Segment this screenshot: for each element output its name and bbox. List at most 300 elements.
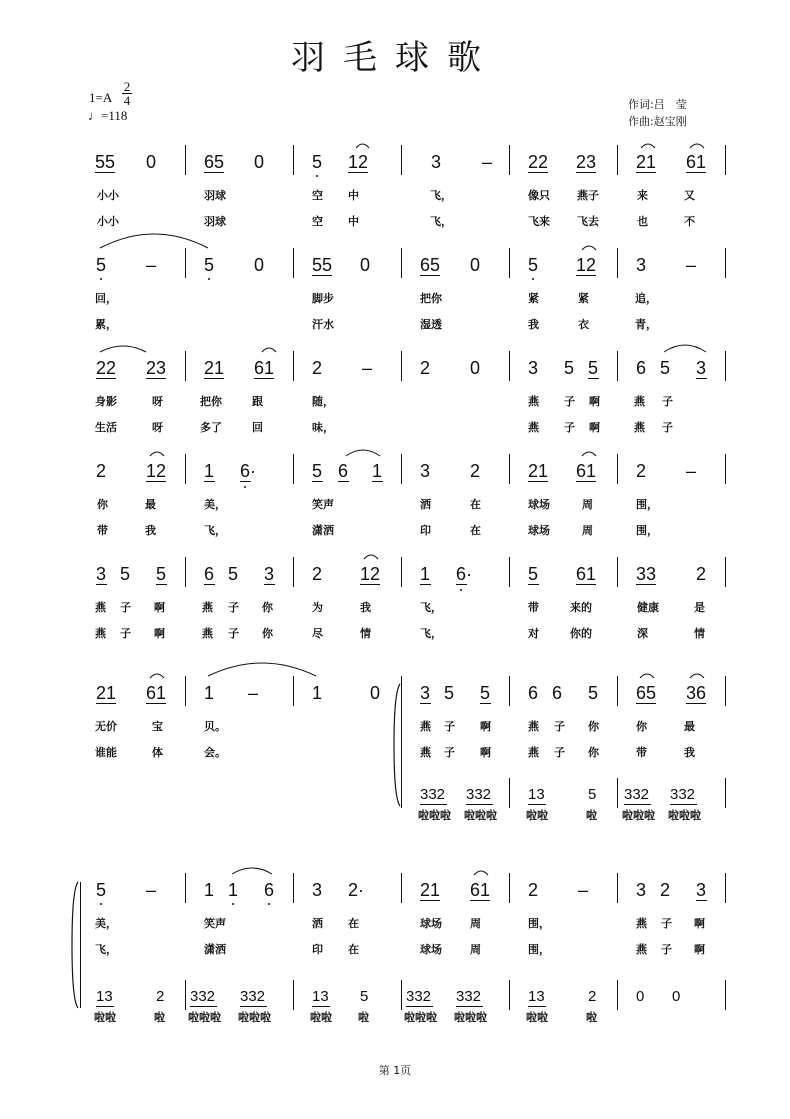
jianpu-note: 61 [254, 358, 275, 378]
harmony-lyric: 啦啦啦 [188, 1011, 221, 1024]
lyric-verse-2: 汗水 [312, 318, 334, 331]
lyric-verse-1: 啊 [694, 917, 705, 930]
jianpu-note: 6 [636, 358, 647, 378]
barline [185, 873, 186, 903]
barline [185, 145, 186, 175]
lyric-verse-1: 燕 [528, 720, 539, 733]
lyric-verse-1: 燕 [420, 720, 431, 733]
beam-underline [624, 804, 651, 805]
harmony-lyric: 啦啦 [94, 1011, 116, 1024]
tie-arc [262, 348, 276, 352]
lyric-verse-2: 潇洒 [204, 943, 226, 956]
beam-underline [420, 275, 440, 276]
beam-underline [576, 172, 596, 173]
lyric-verse-2: 燕 [202, 627, 213, 640]
barline [509, 351, 510, 381]
lyric-verse-2: 你的 [570, 627, 592, 640]
beam-underline [406, 1006, 433, 1007]
jianpu-note: 0 [360, 255, 371, 275]
beam-underline [312, 275, 332, 276]
jianpu-note: 21 [636, 152, 657, 172]
lyric-verse-1: 像只 [528, 189, 550, 202]
jianpu-note: 5 [312, 461, 323, 481]
lyric-verse-1: 小小 [97, 189, 119, 202]
beam-underline [146, 481, 166, 482]
jianpu-note: 61 [146, 683, 167, 703]
harmony-note: 13 [528, 988, 545, 1005]
tie-arc [356, 144, 369, 148]
lyric-verse-1: 贝。 [204, 720, 226, 733]
jianpu-note: 5 [96, 880, 107, 900]
lyric-verse-1: 随， [312, 395, 334, 408]
barline [401, 873, 402, 903]
beam-underline [636, 172, 656, 173]
lyric-verse-2: 空 [312, 215, 323, 228]
barline [617, 351, 618, 381]
lyric-verse-1: 跟 [252, 395, 263, 408]
jianpu-note: 12 [576, 255, 597, 275]
beam-underline [146, 703, 166, 704]
lyric-verse-1: 是 [694, 601, 705, 614]
lyric-verse-2: 啊 [154, 627, 165, 640]
lyric-verse-1: 球场 [420, 917, 442, 930]
lyric-verse-2: 飞， [420, 627, 442, 640]
lyric-verse-2: 我 [528, 318, 539, 331]
barline [725, 873, 726, 903]
jianpu-note: 1 [204, 683, 215, 703]
barline [509, 145, 510, 175]
harmony-lyric: 啦 [154, 1011, 165, 1024]
lyric-verse-2: 飞来 [528, 215, 550, 228]
jianpu-note: 6 [552, 683, 563, 703]
lyric-verse-2: 子 [228, 627, 239, 640]
beam-underline [156, 584, 167, 585]
jianpu-note: – [362, 358, 373, 378]
lyric-verse-1: 燕 [634, 395, 645, 408]
lyric-verse-2: 飞， [95, 943, 117, 956]
beam-underline [338, 481, 349, 482]
jianpu-note: 1 [312, 683, 323, 703]
lyric-verse-2: 围， [636, 524, 658, 537]
lyric-verse-1: 你 [262, 601, 273, 614]
tie-arc [232, 868, 272, 874]
harmony-barline [185, 980, 186, 1010]
beam-underline [528, 1006, 546, 1007]
lyric-verse-2: 球场 [420, 943, 442, 956]
barline [293, 351, 294, 381]
barline [725, 248, 726, 278]
lyric-verse-2: 尽 [312, 627, 323, 640]
lyric-verse-2: 燕 [634, 421, 645, 434]
quarter-note-icon: ♩ [88, 108, 101, 123]
beam-underline [264, 584, 275, 585]
jianpu-note: 61 [576, 461, 597, 481]
jianpu-note: 5 [564, 358, 575, 378]
lyric-verse-1: 子 [228, 601, 239, 614]
beam-underline [146, 378, 166, 379]
song-title: 羽毛球歌 [291, 38, 499, 78]
beam-underline [96, 584, 107, 585]
jianpu-note: 21 [528, 461, 549, 481]
harmony-note: 332 [240, 988, 266, 1005]
octave-dot [208, 278, 210, 280]
harmony-note: 332 [624, 786, 650, 803]
beam-underline [420, 900, 440, 901]
lyric-verse-1: 飞， [420, 601, 442, 614]
barline [509, 248, 510, 278]
jianpu-note: 2 [696, 564, 707, 584]
jianpu-note: 3 [636, 255, 647, 275]
harmony-lyric: 啦 [586, 809, 597, 822]
jianpu-note: 5 [480, 683, 491, 703]
jianpu-note: 0 [254, 152, 265, 172]
harmony-note: 5 [360, 988, 369, 1005]
jianpu-note: – [578, 880, 589, 900]
jianpu-note: 3 [431, 152, 442, 172]
beam-underline [696, 378, 707, 379]
barline [293, 248, 294, 278]
beam-underline [470, 900, 490, 901]
jianpu-note: 6· [240, 461, 257, 481]
lyricist-credit: 作词:吕 莹 [628, 98, 687, 111]
beam-underline [204, 584, 215, 585]
lyric-verse-1: 周 [582, 498, 593, 511]
jianpu-note: 3 [696, 880, 707, 900]
lyric-verse-2: 中 [348, 215, 359, 228]
lyric-verse-1: 笑声 [312, 498, 334, 511]
tie-arc [100, 234, 208, 248]
lyric-verse-2: 飞去 [577, 215, 599, 228]
harmony-barline [401, 980, 402, 1010]
barline [185, 454, 186, 484]
barline [725, 676, 726, 706]
lyric-verse-2: 子 [554, 746, 565, 759]
harmony-lyric: 啦啦 [526, 809, 548, 822]
lyric-verse-1: 把你 [200, 395, 222, 408]
lyric-verse-2: 小小 [97, 215, 119, 228]
jianpu-note: 2 [96, 461, 107, 481]
lyric-verse-2: 羽球 [204, 215, 226, 228]
jianpu-note: 55 [312, 255, 333, 275]
jianpu-note: 6 [204, 564, 215, 584]
lyric-verse-2: 燕 [420, 746, 431, 759]
barline [401, 454, 402, 484]
beam-underline [312, 481, 323, 482]
jianpu-note: 2 [636, 461, 647, 481]
tie-arc [346, 450, 380, 456]
lyric-verse-2: 周 [582, 524, 593, 537]
jianpu-note: 3 [420, 683, 431, 703]
octave-dot [100, 278, 102, 280]
barline [401, 145, 402, 175]
lyric-verse-2: 啊 [589, 421, 600, 434]
jianpu-note: 23 [146, 358, 167, 378]
beam-underline [528, 481, 548, 482]
jianpu-note: 6 [264, 880, 275, 900]
harmony-barline [617, 980, 618, 1010]
system-brace [394, 684, 400, 806]
lyric-verse-1: 为 [312, 601, 323, 614]
harmony-note: 0 [636, 988, 645, 1005]
lyric-verse-2: 生活 [95, 421, 117, 434]
harmony-note: 13 [96, 988, 113, 1005]
harmony-lyric: 啦啦啦 [668, 809, 701, 822]
harmony-note: 332 [456, 988, 482, 1005]
lyric-verse-1: 啊 [154, 601, 165, 614]
barline [617, 676, 618, 706]
lyric-verse-1: 美， [95, 917, 117, 930]
barline [401, 351, 402, 381]
jianpu-note: 61 [470, 880, 491, 900]
beam-underline [190, 1006, 217, 1007]
harmony-note: 332 [670, 786, 696, 803]
jianpu-note: 1 [420, 564, 431, 584]
jianpu-note: 0 [370, 683, 381, 703]
barline [617, 145, 618, 175]
lyric-verse-1: 燕 [636, 917, 647, 930]
lyric-verse-2: 青， [635, 318, 657, 331]
jianpu-note: 2 [312, 564, 323, 584]
lyric-verse-2: 呀 [152, 421, 163, 434]
beam-underline [576, 275, 596, 276]
harmony-note: 13 [312, 988, 329, 1005]
harmony-barline [509, 778, 510, 808]
beam-underline [466, 804, 493, 805]
harmony-lyric: 啦啦啦 [404, 1011, 437, 1024]
jianpu-note: 2 [528, 880, 539, 900]
lyric-verse-2: 在 [348, 943, 359, 956]
lyric-verse-1: 燕 [202, 601, 213, 614]
jianpu-note: – [686, 461, 697, 481]
tie-arc [582, 452, 596, 456]
beam-underline [576, 584, 596, 585]
beam-underline [372, 481, 383, 482]
lyric-verse-2: 周 [470, 943, 481, 956]
beam-underline [204, 172, 224, 173]
jianpu-note: – [248, 683, 259, 703]
barline [725, 557, 726, 587]
jianpu-note: 0 [470, 255, 481, 275]
harmony-lyric: 啦 [586, 1011, 597, 1024]
lyric-verse-2: 多了 [200, 421, 222, 434]
jianpu-note: 5 [96, 255, 107, 275]
harmony-lyric: 啦啦啦 [464, 809, 497, 822]
beam-underline [312, 1006, 330, 1007]
beam-underline [420, 584, 431, 585]
beam-underline [95, 172, 115, 173]
jianpu-note: 0 [146, 152, 157, 172]
barline [725, 145, 726, 175]
barline [617, 248, 618, 278]
harmony-lyric: 啦 [358, 1011, 369, 1024]
system-barline [80, 882, 81, 1008]
octave-dot [532, 278, 534, 280]
jianpu-note: 5 [156, 564, 167, 584]
beam-underline [636, 703, 656, 704]
barline [293, 873, 294, 903]
jianpu-note: 1 [372, 461, 383, 481]
jianpu-note: 2 [470, 461, 481, 481]
jianpu-note: 6 [528, 683, 539, 703]
beam-underline [360, 584, 380, 585]
barline [293, 676, 294, 706]
jianpu-note: 2 [660, 880, 671, 900]
jianpu-note: 21 [96, 683, 117, 703]
lyric-verse-2: 啊 [694, 943, 705, 956]
harmony-barline [725, 980, 726, 1010]
beam-underline [576, 481, 596, 482]
octave-dot [460, 589, 462, 591]
lyric-verse-1: 球场 [528, 498, 550, 511]
tie-arc [664, 345, 706, 352]
beam-underline [96, 703, 116, 704]
lyric-verse-1: 美， [204, 498, 226, 511]
barline [509, 873, 510, 903]
lyric-verse-1: 笑声 [204, 917, 226, 930]
lyric-verse-1: 围， [636, 498, 658, 511]
lyric-verse-1: 带 [528, 601, 539, 614]
lyric-verse-2: 印 [312, 943, 323, 956]
tie-arc [100, 346, 146, 352]
lyric-verse-2: 子 [444, 746, 455, 759]
lyric-verse-1: 又 [684, 189, 695, 202]
barline [509, 454, 510, 484]
jianpu-note: 5 [528, 564, 539, 584]
jianpu-note: 3 [264, 564, 275, 584]
barline [509, 557, 510, 587]
key-signature: 1=A [89, 90, 113, 105]
lyric-verse-2: 带 [97, 524, 108, 537]
harmony-lyric: 啦啦啦 [454, 1011, 487, 1024]
tie-arc [364, 555, 378, 559]
lyric-verse-1: 回， [95, 292, 117, 305]
lyric-verse-1: 把你 [420, 292, 442, 305]
beam-underline [240, 481, 251, 482]
beam-underline [480, 703, 491, 704]
lyric-verse-2: 我 [145, 524, 156, 537]
barline [617, 557, 618, 587]
lyric-verse-2: 你 [588, 746, 599, 759]
jianpu-note: 1 [228, 880, 239, 900]
jianpu-note: 2· [348, 880, 365, 900]
tie-arc [690, 144, 704, 148]
time-signature-top: 2 [123, 79, 131, 94]
beam-underline [686, 703, 706, 704]
lyric-verse-2: 燕 [95, 627, 106, 640]
harmony-note: 13 [528, 786, 545, 803]
tie-arc [640, 674, 654, 678]
lyric-verse-1: 燕 [95, 601, 106, 614]
lyric-verse-1: 子 [661, 917, 672, 930]
lyric-verse-2: 子 [564, 421, 575, 434]
lyric-verse-2: 球场 [528, 524, 550, 537]
barline [185, 248, 186, 278]
lyric-verse-1: 洒 [420, 498, 431, 511]
beam-underline [254, 378, 274, 379]
barline [725, 454, 726, 484]
jianpu-note: – [686, 255, 697, 275]
jianpu-note: 3 [96, 564, 107, 584]
jianpu-note: 5 [204, 255, 215, 275]
barline [401, 248, 402, 278]
beam-underline [528, 804, 546, 805]
lyric-verse-2: 回 [252, 421, 263, 434]
lyric-verse-2: 子 [662, 421, 673, 434]
jianpu-note: 5 [588, 358, 599, 378]
tie-arc [208, 663, 316, 676]
jianpu-note: 23 [576, 152, 597, 172]
jianpu-note: 3 [636, 880, 647, 900]
jianpu-note: – [146, 880, 157, 900]
harmony-lyric: 啦啦啦 [238, 1011, 271, 1024]
lyric-verse-2: 湿透 [420, 318, 442, 331]
barline [185, 676, 186, 706]
beam-underline [420, 703, 431, 704]
lyric-verse-2: 潇洒 [312, 524, 334, 537]
jianpu-note: 0 [470, 358, 481, 378]
beam-underline [96, 1006, 114, 1007]
jianpu-note: 36 [686, 683, 707, 703]
lyric-verse-1: 无价 [95, 720, 117, 733]
lyric-verse-1: 洒 [312, 917, 323, 930]
jianpu-note: 3 [696, 358, 707, 378]
beam-underline [588, 378, 599, 379]
jianpu-note: 5 [120, 564, 131, 584]
beam-underline [670, 804, 697, 805]
tie-arc [150, 674, 164, 678]
lyric-verse-1: 紧 [528, 292, 539, 305]
lyric-verse-2: 燕 [528, 421, 539, 434]
tempo-value: =118 [101, 108, 128, 123]
jianpu-note: 2 [420, 358, 431, 378]
octave-dot [268, 903, 270, 905]
composer-credit: 作曲:赵宝刚 [628, 115, 687, 128]
lyric-verse-1: 空 [312, 189, 323, 202]
lyric-verse-2: 子 [120, 627, 131, 640]
lyric-verse-1: 围， [528, 917, 550, 930]
lyric-verse-2: 会。 [204, 746, 226, 759]
jianpu-note: 12 [348, 152, 369, 172]
lyric-verse-1: 燕子 [577, 189, 599, 202]
beam-underline [420, 804, 447, 805]
jianpu-note: 1 [204, 461, 215, 481]
harmony-lyric: 啦啦啦 [622, 809, 655, 822]
lyric-verse-1: 我 [360, 601, 371, 614]
beam-underline [456, 1006, 483, 1007]
beam-underline [240, 1006, 267, 1007]
lyric-verse-2: 飞， [204, 524, 226, 537]
harmony-barline [293, 980, 294, 1010]
lyric-verse-1: 子 [120, 601, 131, 614]
lyric-verse-2: 对 [528, 627, 539, 640]
lyric-verse-2: 我 [684, 746, 695, 759]
barline [293, 454, 294, 484]
tie-arc [582, 246, 596, 250]
jianpu-note: 22 [96, 358, 117, 378]
lyric-verse-2: 谁能 [95, 746, 117, 759]
barline [293, 145, 294, 175]
lyric-verse-2: 不 [684, 215, 695, 228]
barline [617, 873, 618, 903]
jianpu-note: 3 [528, 358, 539, 378]
jianpu-note: 6 [338, 461, 349, 481]
jianpu-note: 3 [420, 461, 431, 481]
lyric-verse-2: 带 [636, 746, 647, 759]
tie-arc [474, 871, 488, 875]
harmony-note: 332 [406, 988, 432, 1005]
harmony-barline [509, 980, 510, 1010]
jianpu-note: 5 [660, 358, 671, 378]
